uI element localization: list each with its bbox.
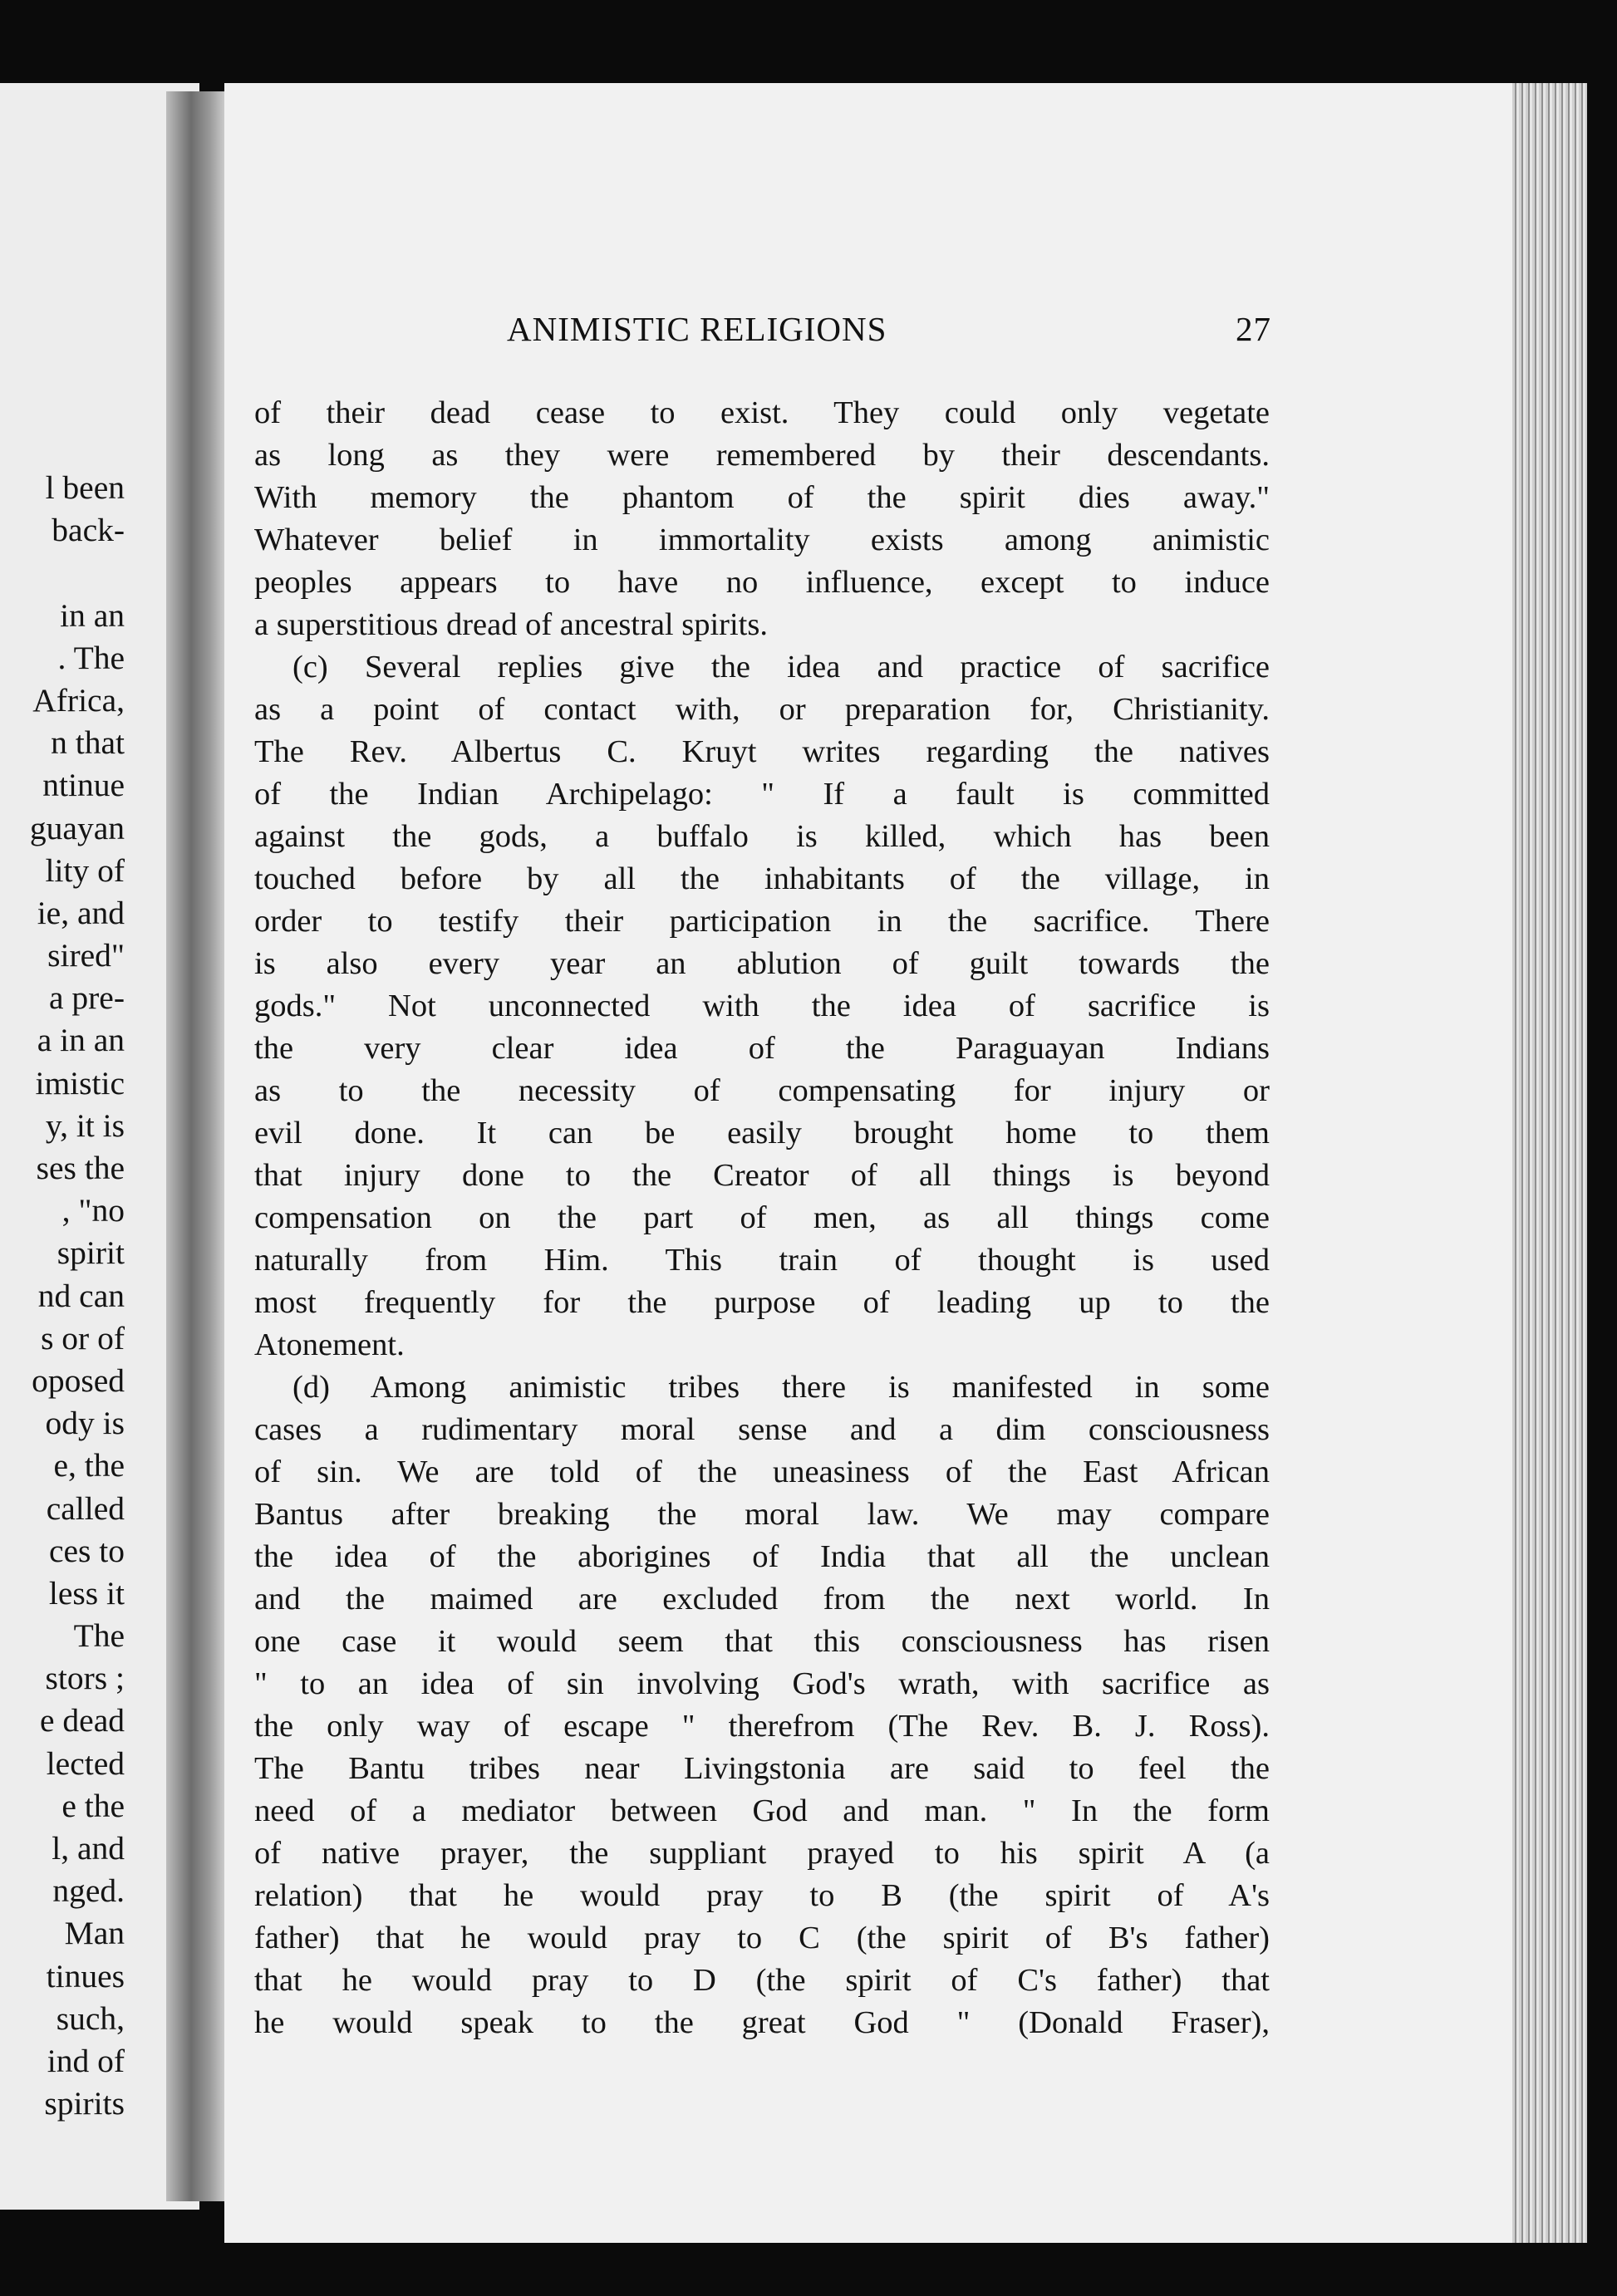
text-line: order to testify their participation in the sacrifice. There: [254, 904, 1270, 939]
text-line: need of a mediator between God and man. " In the form: [254, 1793, 1270, 1828]
left-line: guayan: [29, 809, 125, 846]
text-line: of native prayer, the suppliant prayed to his spirit A (a: [254, 1836, 1270, 1871]
left-line: back-: [52, 512, 125, 549]
left-line: tinues: [46, 1957, 125, 1994]
text-line: as a point of contact with, or preparation for, Christianity.: [254, 692, 1270, 727]
text-line: cases a rudimentary moral sense and a dim consciousness: [254, 1412, 1270, 1447]
left-line: l been: [45, 469, 125, 506]
text-line: of their dead cease to exist. They could only vegetate: [254, 395, 1270, 430]
left-line: ntinue: [42, 767, 125, 804]
left-line: imistic: [35, 1064, 125, 1101]
left-line: a pre-: [49, 979, 125, 1017]
left-line: . The: [57, 639, 125, 676]
left-line: ind of: [47, 2042, 125, 2079]
left-line: a in an: [37, 1022, 125, 1059]
left-line: in an: [60, 596, 125, 634]
text-line: of sin. We are told of the uneasiness of the East African: [254, 1455, 1270, 1489]
text-line: The Bantu tribes near Livingstonia are said to feel the: [254, 1751, 1270, 1786]
text-line: evil done. It can be easily brought home to them: [254, 1116, 1270, 1150]
left-line: [30, 552, 125, 594]
text-line: With memory the phantom of the spirit dies away.": [254, 480, 1270, 515]
text-line: The Rev. Albertus C. Kruyt writes regarding the natives: [254, 734, 1270, 769]
left-line: n that: [51, 724, 125, 762]
left-line: ces to: [48, 1532, 125, 1569]
text-line: of the Indian Archipelago: " If a fault is committed: [254, 777, 1270, 812]
left-line: ses the: [36, 1150, 125, 1186]
left-line: lity of: [45, 851, 125, 889]
text-line: Bantus after breaking the moral law. We may compare: [254, 1497, 1270, 1532]
text-line: the only way of escape " therefrom (The Rev. B. J. Ross).: [254, 1709, 1270, 1744]
left-line: e the: [61, 1787, 125, 1824]
text-line: the very clear idea of the Paraguayan Indians: [254, 1031, 1270, 1066]
text-line: the idea of the aborigines of India that all the unclean: [254, 1539, 1270, 1574]
left-line: Man: [64, 1915, 125, 1952]
text-line: as to the necessity of compensating for injury or: [254, 1073, 1270, 1108]
left-line: nged.: [52, 1872, 125, 1910]
page-edges: [1512, 83, 1587, 2243]
left-line: ody is: [45, 1405, 125, 1442]
text-line: peoples appears to have no influence, except to induce: [254, 565, 1270, 600]
text-line: father) that he would pray to C (the spirit of B's father): [254, 1921, 1270, 1955]
left-line: The: [73, 1617, 125, 1655]
text-line: a superstitious dread of ancestral spirits.: [254, 607, 768, 642]
left-line: l, and: [52, 1830, 125, 1867]
text-line: touched before by all the inhabitants of the village, in: [254, 861, 1270, 896]
left-line: s or of: [41, 1319, 125, 1357]
text-line: naturally from Him. This train of thought is used: [254, 1243, 1270, 1278]
left-line: e dead: [40, 1702, 125, 1739]
text-line: is also every year an ablution of guilt towards the: [254, 946, 1270, 981]
text-line: that injury done to the Creator of all things is beyond: [254, 1158, 1270, 1193]
text-line: relation) that he would pray to B (the spirit of A's: [254, 1878, 1270, 1913]
left-line: stors ;: [45, 1660, 125, 1697]
text-line: Atonement.: [254, 1327, 405, 1362]
text-line: that he would pray to D (the spirit of C's father) that: [254, 1963, 1270, 1998]
page-number: 27: [1236, 310, 1271, 348]
text-line: gods." Not unconnected with the idea of sacrifice is: [254, 989, 1270, 1023]
left-line: spirits: [44, 2085, 125, 2122]
text-line: " to an idea of sin involving God's wrath, with sacrifice as: [254, 1666, 1270, 1701]
text-line: compensation on the part of men, as all things come: [254, 1200, 1270, 1235]
text-line: as long as they were remembered by their descendants.: [254, 438, 1270, 473]
text-line: he would speak to the great God " (Donald Fraser),: [254, 2005, 1270, 2040]
running-title: ANIMISTIC RELIGIONS: [507, 310, 887, 348]
left-line: , "no: [61, 1192, 125, 1229]
left-line: less it: [48, 1574, 125, 1612]
left-line: sired": [47, 937, 125, 974]
text-line: one case it would seem that this consciousness has risen: [254, 1624, 1270, 1659]
text-line: against the gods, a buffalo is killed, which has been: [254, 819, 1270, 854]
left-line: y, it is: [45, 1106, 125, 1144]
text-line: most frequently for the purpose of leading up to the: [254, 1285, 1270, 1320]
text-line: (c) Several replies give the idea and practice of sacrifice: [292, 650, 1270, 684]
left-line: Africa,: [32, 681, 125, 719]
left-line: nd can: [37, 1277, 125, 1314]
text-line: Whatever belief in immortality exists among animistic: [254, 522, 1270, 557]
left-line: oposed: [32, 1361, 125, 1399]
left-line: called: [46, 1489, 125, 1527]
book-gutter: [166, 91, 229, 2201]
page-header: [507, 309, 1271, 356]
left-line: such,: [56, 1999, 125, 2037]
left-line: lected: [46, 1744, 125, 1782]
text-line: (d) Among animistic tribes there is manifested in some: [292, 1370, 1270, 1405]
left-line: e, the: [53, 1447, 125, 1484]
left-line: spirit: [57, 1234, 125, 1272]
left-page-text: [30, 467, 125, 2125]
text-line: and the maimed are excluded from the next world. In: [254, 1582, 1270, 1617]
body-text: [254, 392, 1270, 2044]
left-line: ie, and: [37, 894, 125, 931]
